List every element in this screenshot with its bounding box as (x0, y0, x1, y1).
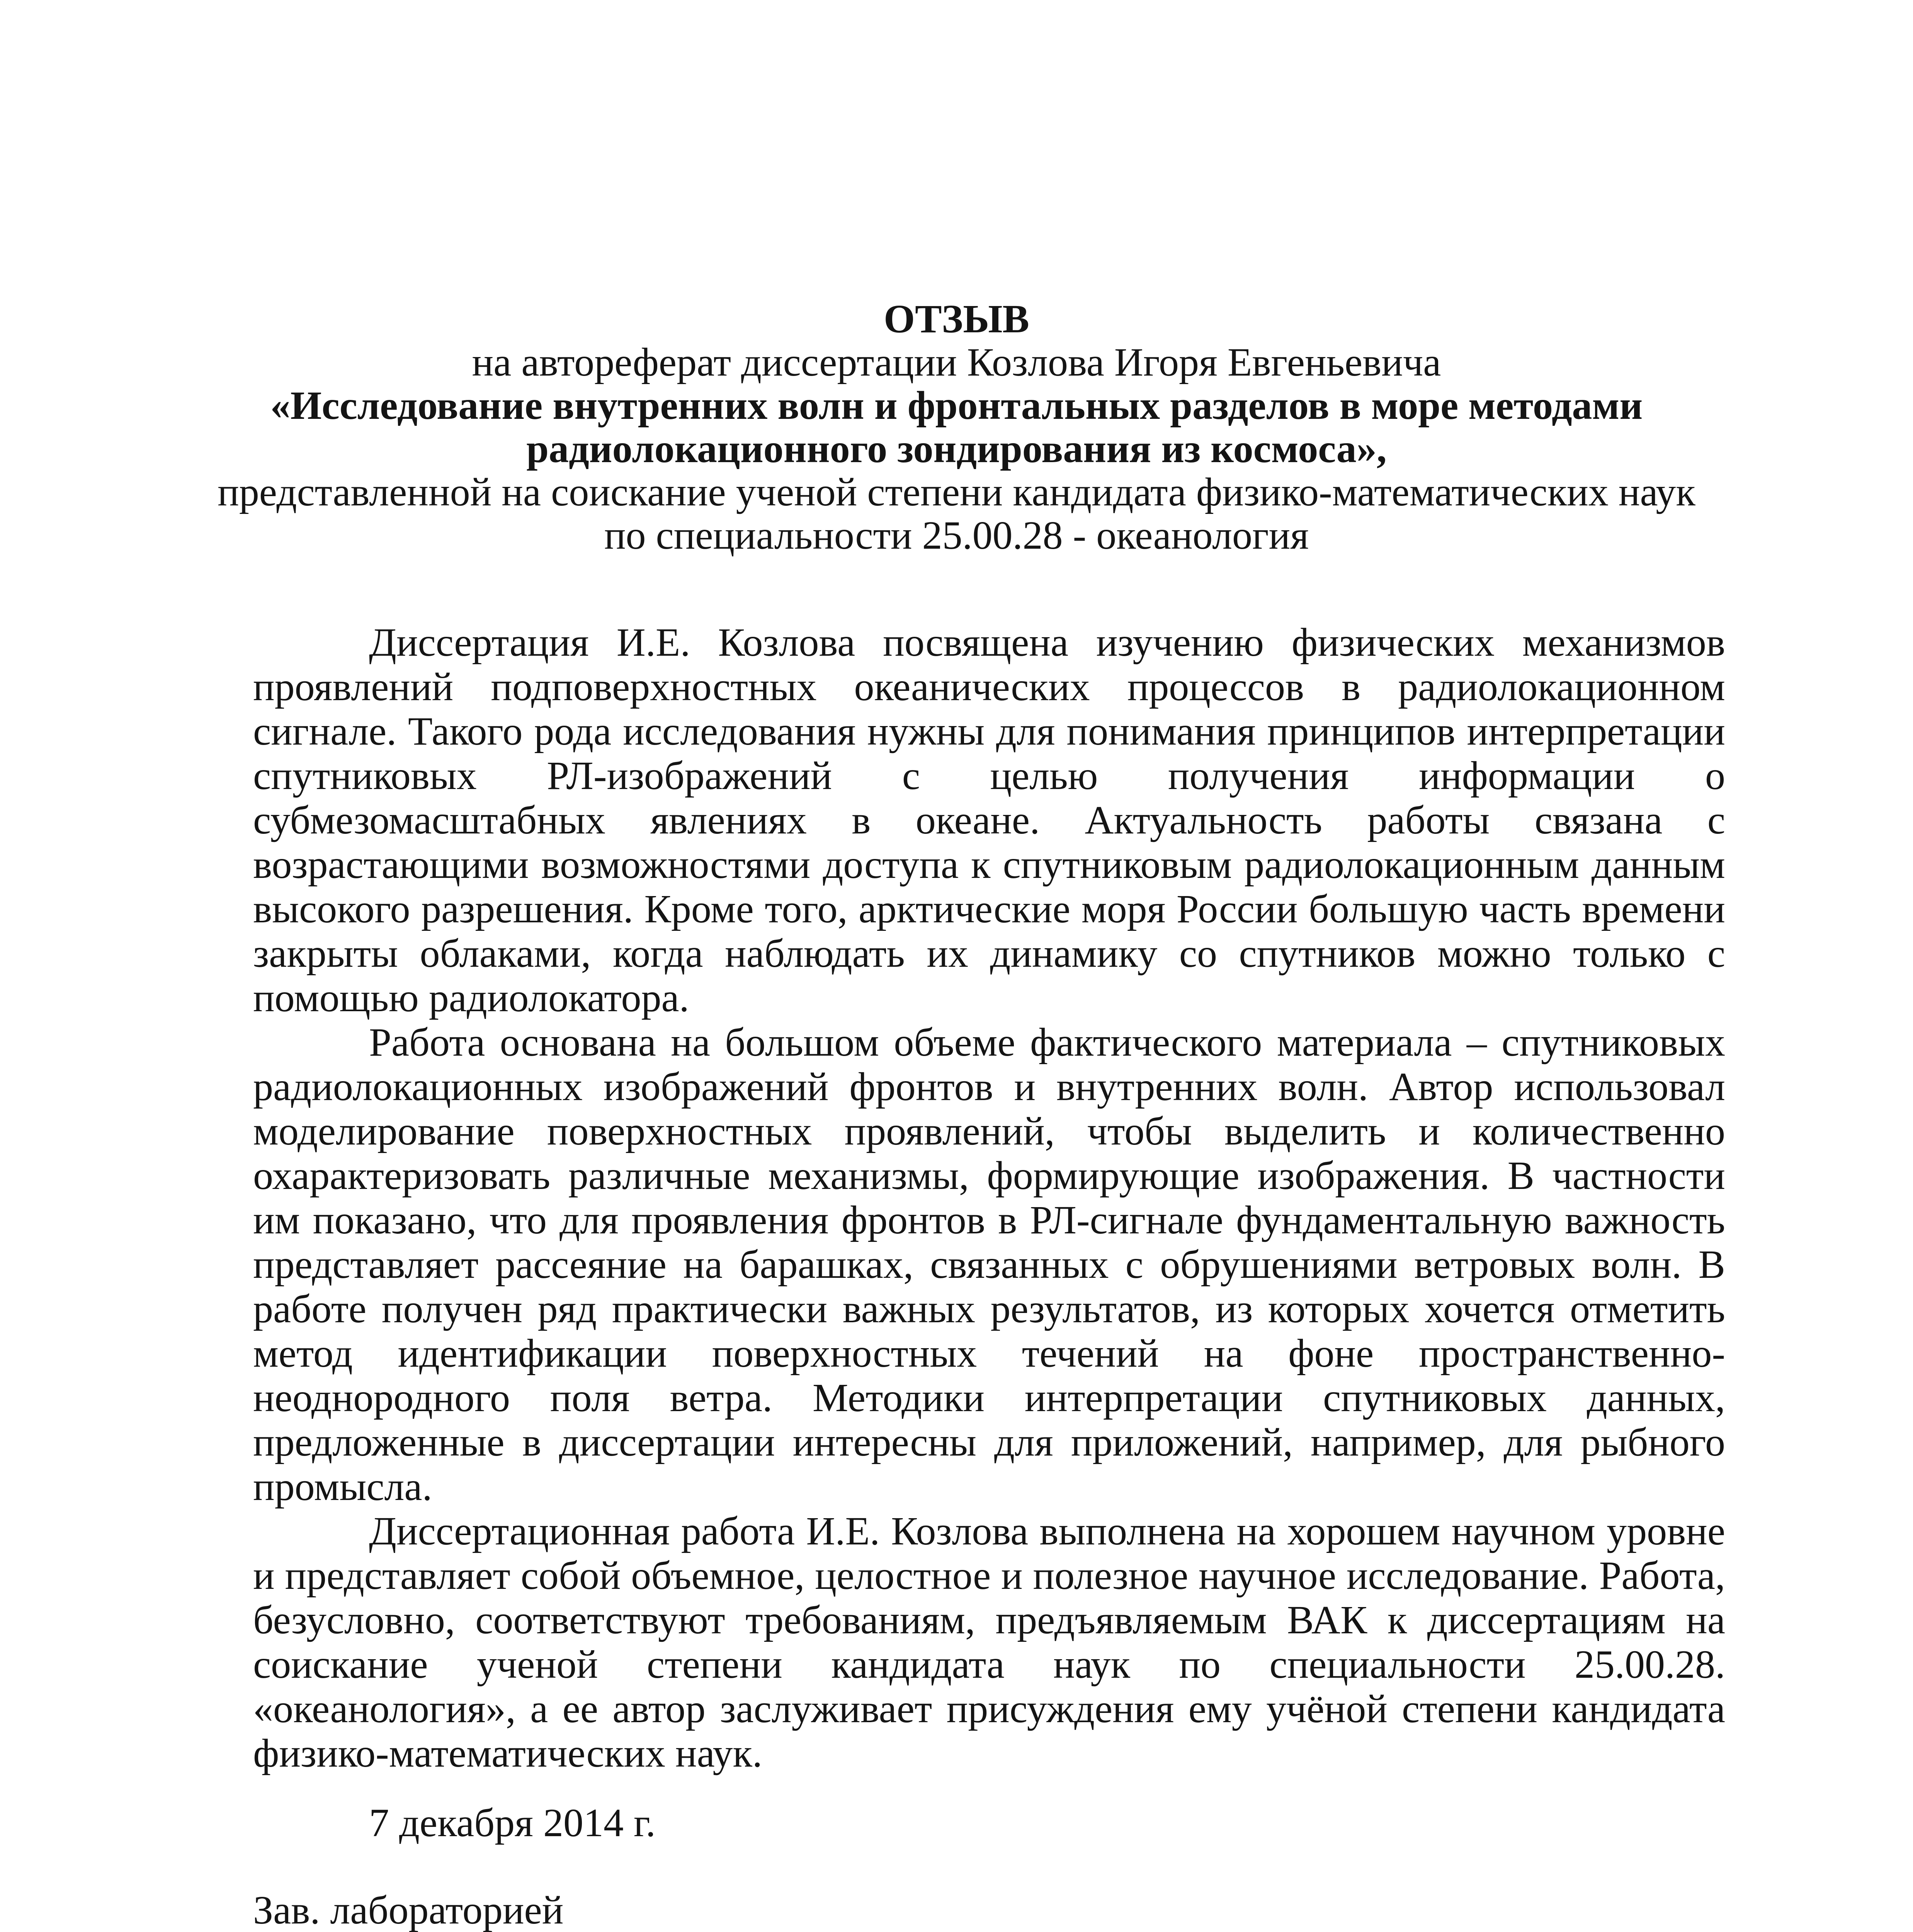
body-paragraph-1: Диссертация И.Е. Козлова посвящена изучению физических механизмов проявлений подповерхностных океанических процессов в радиолокационном сигнале. Такого рода исследования нужны для понимания принципов интерпретации спутниковых РЛ-изображений с целью получения информации о субмезомасштабных явлениях в океане. Актуальность работы связана с возрастающими возможностями доступа к спутниковым радиолокационным данным высокого разрешения. Кроме того, арктические моря России большую часть времени закрыты облаками, когда наблюдать их динамику со спутников можно только с помощью радиолокатора. (253, 620, 1725, 1020)
dissertation-topic-line-1: «Исследование внутренних волн и фронтальных разделов в море методами (270, 383, 1643, 428)
header-line-degree: представленной на соискание ученой степени кандидата физико-математических наук (218, 470, 1695, 514)
signatory-1-block (253, 1888, 1220, 1932)
body-paragraph-2: Работа основана на большом объеме фактического материала – спутниковых радиолокационных изображений фронтов и внутренних волн. Автор использовал моделирование поверхностных проявлений, чтобы выделить и количественно охарактеризовать различные механизмы, формирующие изображения. В частности им показано, что для проявления фронтов в РЛ-сигнале фундаментальную важность представляет рассеяние на барашках, связанных с обрушениями ветровых волн. В работе получен ряд практически важных результатов, из которых хочется отметить метод идентификации поверхностных течений на фоне пространственно-неоднородного поля ветра. Методики интерпретации спутниковых данных, предложенные в диссертации интересны для приложений, например, для рыбного промысла. (253, 1020, 1725, 1509)
dissertation-topic-line-2: радиолокационного зондирования из космоса», (526, 427, 1387, 471)
signatory-1-line: Зав. лабораторией (253, 1888, 564, 1932)
review-body (253, 620, 1725, 1776)
body-paragraph-3: Диссертационная работа И.Е. Козлова выполнена на хорошем научном уровне и представляет собой объемное, целостное и полезное научное исследование. Работа, безусловно, соответствуют требованиям, предъявляемым ВАК к диссертациям на соискание ученой степени кандидата наук по специальности 25.00.28. «океанология», а ее автор заслуживает присуждения ему учёной степени кандидата физико-математических наук. (253, 1509, 1725, 1776)
document-title: ОТЗЫВ (884, 297, 1029, 341)
header-line-subject: на автореферат диссертации Козлова Игоря Евгеньевича (472, 340, 1441, 384)
header-line-specialty: по специальности 25.00.28 - океанология (604, 513, 1309, 558)
document-header (116, 298, 1797, 557)
review-date: 7 декабря 2014 г. (369, 1801, 656, 1845)
